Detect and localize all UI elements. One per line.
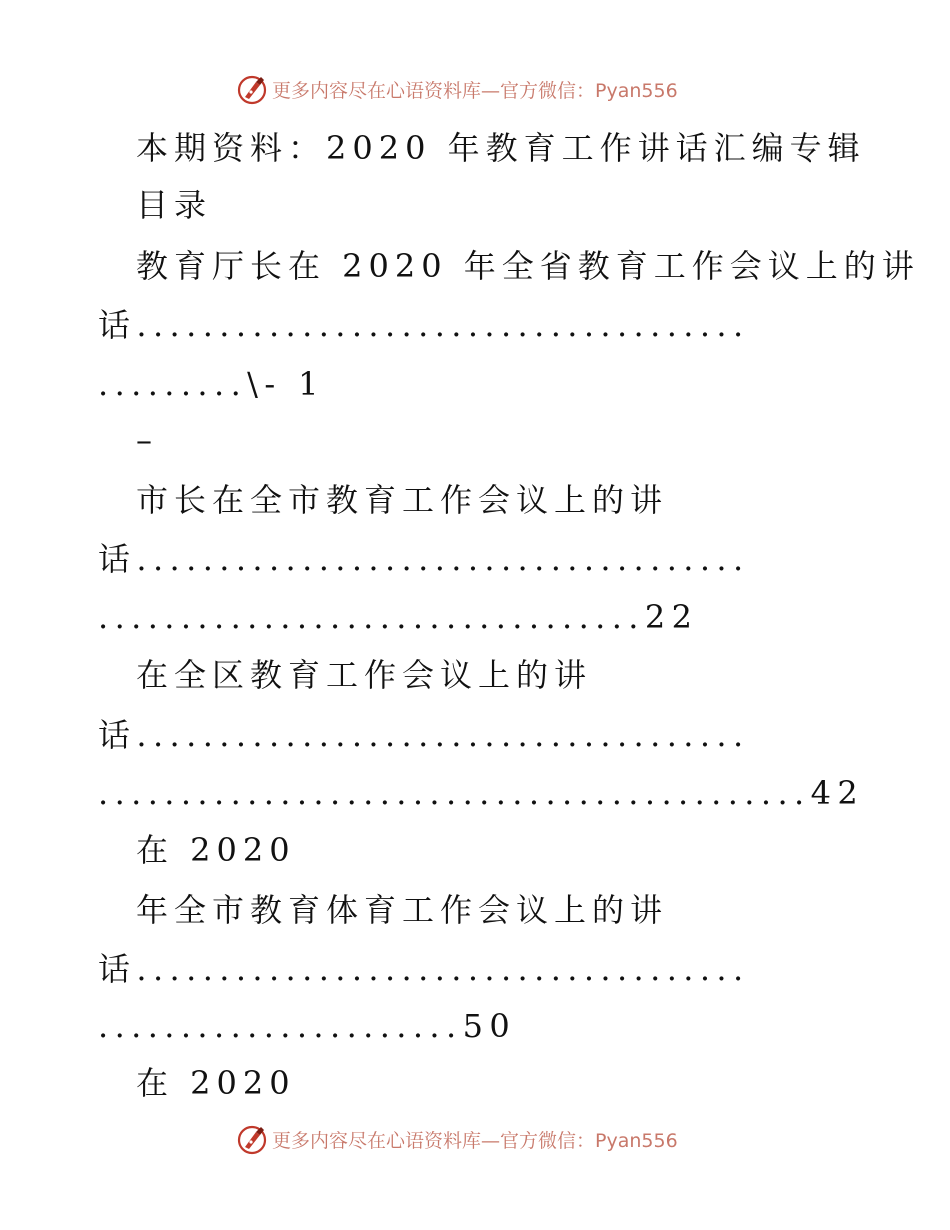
toc-entry-leader: 话..................................... xyxy=(98,716,750,754)
toc-entry-title: 在全区教育工作会议上的讲 xyxy=(136,656,593,694)
toc-title: 目录 xyxy=(136,186,213,224)
toc-entry-page: .........\- 1 xyxy=(98,365,325,403)
toc-entry-title: 年全市教育体育工作会议上的讲 xyxy=(136,891,669,929)
toc-entry-leader: 话..................................... xyxy=(98,540,750,578)
toc-entry-title: 在 2020 xyxy=(136,831,296,869)
watermark-text: 更多内容尽在心语资料库—官方微信：Pyan556 xyxy=(272,1129,678,1152)
toc-entry-leader: 话..................................... xyxy=(98,306,750,344)
wechat-id: Pyan556 xyxy=(595,1129,678,1152)
wechat-id: Pyan556 xyxy=(595,79,678,102)
fountain-pen-logo-icon xyxy=(236,1123,268,1155)
watermark-text: 更多内容尽在心语资料库—官方微信：Pyan556 xyxy=(272,79,678,102)
toc-entry-page: .................................22 xyxy=(98,598,699,636)
fountain-pen-logo-icon xyxy=(236,73,268,105)
toc-entry-page: ......................50 xyxy=(98,1007,517,1045)
document-heading: 本期资料：2020 年教育工作讲话汇编专辑 xyxy=(136,129,866,167)
toc-entry-title: 在 2020 xyxy=(136,1064,296,1102)
toc-entry-title: 市长在全市教育工作会议上的讲 xyxy=(136,481,669,519)
watermark-banner-bottom xyxy=(236,1122,716,1156)
toc-entry-dash: – xyxy=(136,421,158,459)
watermark-banner-top xyxy=(236,72,716,106)
toc-entry-title: 教育厅长在 2020 年全省教育工作会议上的讲 xyxy=(136,247,920,285)
toc-entry-page: ...........................................42 xyxy=(98,774,865,812)
toc-entry-leader: 话..................................... xyxy=(98,950,750,988)
